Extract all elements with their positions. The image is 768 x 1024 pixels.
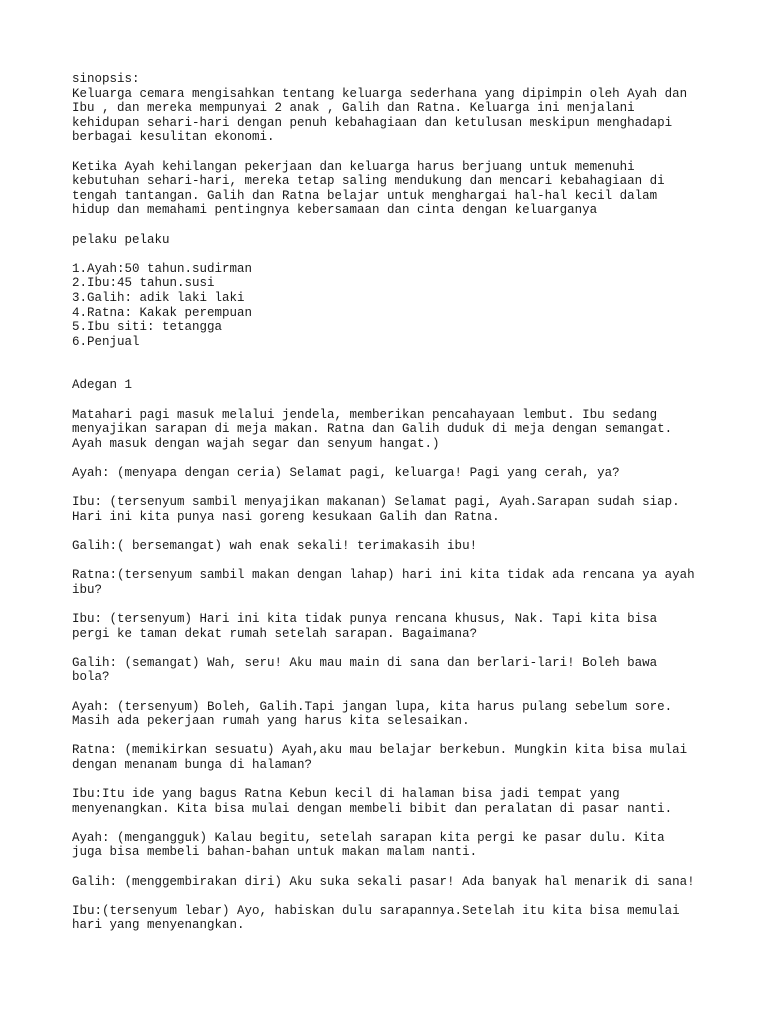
scene-heading: Adegan 1 [72,378,133,393]
text-line: hari yang menyenangkan. [72,918,245,933]
text-line: ibu? [72,582,103,597]
dialogue-line [72,831,712,860]
dialogue-line [72,568,712,597]
text-line: menyajikan sarapan di meja makan. Ratna dan Galih duduk di meja dengan semangat. [72,422,673,437]
text-line: Galih:( bersemangat) wah enak sekali! terimakasih ibu! [72,539,478,553]
text-line: dengan menanam bunga di halaman? [72,757,313,772]
text-line: Ayah: (tersenyum) Boleh, Galih.Tapi jangan lupa, kita harus pulang sebelum sore. [72,699,673,714]
text-line: Ketika Ayah kehilangan pekerjaan dan keluarga harus berjuang untuk memenuhi [72,159,635,174]
text-line: kehidupan sehari-hari dengan penuh kebahagiaan dan ketulusan meskipun menghadapi [72,115,673,130]
cast-item: 6.Penjual [72,334,140,349]
text-line: Ibu: (tersenyum sambil menyajikan makanan) Selamat pagi, Ayah.Sarapan sudah siap. [72,495,680,510]
synopsis-heading: sinopsis: [72,72,140,86]
text-line: menyenangkan. Kita bisa mulai dengan membeli bibit dan peralatan di pasar nanti. [72,801,673,816]
dialogue-line [72,743,712,772]
text-line: Matahari pagi masuk melalui jendela, memberikan pencahayaan lembut. Ibu sedang [72,407,658,422]
text-line: Masih ada pekerjaan rumah yang harus kita selesaikan. [72,714,470,729]
text-line: Galih: (menggembirakan diri) Aku suka sekali pasar! Ada banyak hal menarik di sana! [72,874,695,889]
cast-heading-block [72,233,712,248]
dialogue-line [72,904,712,933]
cast-item: 4.Ratna: Kakak perempuan [72,305,253,320]
dialogue-line [72,700,712,729]
text-line: Ibu:(tersenyum lebar) Ayo, habiskan dulu sarapannya.Setelah itu kita bisa memulai [72,903,680,918]
text-line: Ibu: (tersenyum) Hari ini kita tidak punya rencana khusus, Nak. Tapi kita bisa [72,611,658,626]
text-line: Galih: (semangat) Wah, seru! Aku mau main di sana dan berlari-lari! Boleh bawa [72,655,658,670]
synopsis-paragraph-2 [72,160,712,218]
text-line: hidup dan memahami pentingnya kebersamaan dan cinta dengan keluarganya [72,203,598,218]
text-line: bola? [72,670,110,685]
dialogue-line [72,787,712,816]
text-line: juga bisa membeli bahan-bahan untuk makan malam nanti. [72,845,478,860]
text-line: Ayah: (mengangguk) Kalau begitu, setelah sarapan kita pergi ke pasar dulu. Kita [72,830,665,845]
scene-heading-block [72,378,712,393]
dialogue-line [72,495,712,524]
cast-heading: pelaku pelaku [72,232,170,247]
cast-item: 1.Ayah:50 tahun.sudirman [72,261,253,276]
text-line: Ratna: (memikirkan sesuatu) Ayah,aku mau belajar berkebun. Mungkin kita bisa mulai [72,743,688,758]
text-line: Keluarga cemara mengisahkan tentang keluarga sederhana yang dipimpin oleh Ayah dan [72,86,688,101]
document-page [72,72,712,948]
dialogue-line [72,539,712,554]
cast-list [72,262,712,350]
text-line: pergi ke taman dekat rumah setelah sarapan. Bagaimana? [72,626,478,641]
text-line: Hari ini kita punya nasi goreng kesukaan Galih dan Ratna. [72,509,500,524]
dialogue-line [72,656,712,685]
cast-item: 5.Ibu siti: tetangga [72,320,223,335]
synopsis-paragraph-1 [72,72,712,145]
text-line: tengah tantangan. Galih dan Ratna belajar untuk menghargai hal-hal kecil dalam [72,188,658,203]
cast-item: 3.Galih: adik laki laki [72,290,245,305]
cast-item: 2.Ibu:45 tahun.susi [72,276,215,291]
text-line: Ayah: (menyapa dengan ceria) Selamat pagi, keluarga! Pagi yang cerah, ya? [72,466,620,481]
dialogue-line [72,466,712,481]
text-line: berbagai kesulitan ekonomi. [72,130,275,145]
text-line: Ratna:(tersenyum sambil makan dengan lahap) hari ini kita tidak ada rencana ya ayah [72,568,695,583]
text-line: kebutuhan sehari-hari, mereka tetap saling mendukung dan mencari kebahagiaan di [72,174,665,189]
text-line: Ibu , dan mereka mempunyai 2 anak , Galih dan Ratna. Keluarga ini menjalani [72,101,635,116]
dialogue-line [72,875,712,890]
text-line: Ayah masuk dengan wajah segar dan senyum hangat.) [72,436,440,451]
text-line: Ibu:Itu ide yang bagus Ratna Kebun kecil di halaman bisa jadi tempat yang [72,787,620,802]
dialogue-line [72,612,712,641]
scene-description [72,408,712,452]
